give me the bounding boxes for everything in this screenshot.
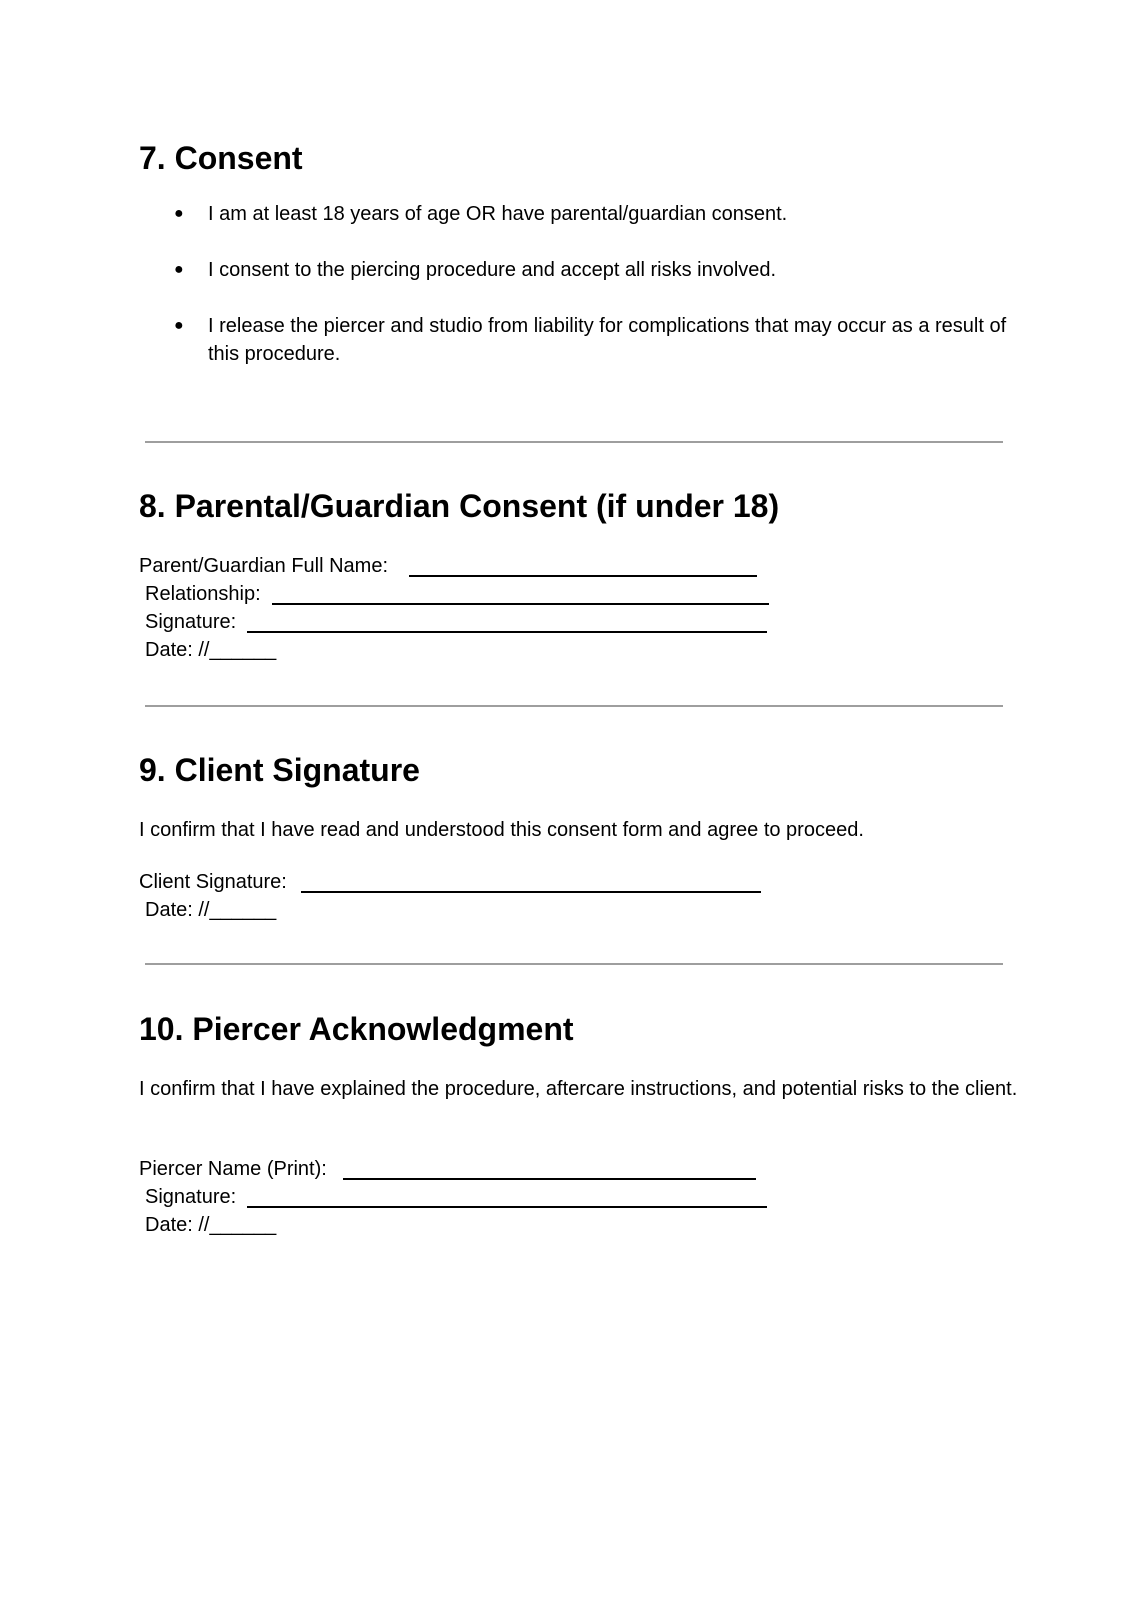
bullet-icon: ● [174, 261, 184, 278]
section-9-heading: 9. Client Signature [139, 752, 420, 788]
piercer-statement: I confirm that I have explained the procedure, aftercare instructions, and potential risks to the client. [139, 1078, 1018, 1100]
client-date-field[interactable] [145, 896, 276, 924]
parent-signature-field [145, 608, 236, 636]
parent-name-label: Parent/Guardian Full Name: [139, 555, 389, 577]
piercer-signature-label: Signature: [145, 1186, 237, 1208]
client-signature-label: Client Signature: [139, 871, 287, 893]
parent-name-field [139, 552, 388, 580]
bullet-icon: ● [174, 317, 184, 334]
section-divider [145, 441, 1003, 443]
parent-date-label: Date: //______ [145, 639, 277, 661]
piercer-date-field[interactable] [145, 1211, 276, 1239]
section-divider [145, 963, 1003, 965]
piercer-name-blank[interactable] [343, 1178, 756, 1180]
piercer-signature-blank[interactable] [247, 1206, 767, 1208]
client-signature-field [139, 868, 287, 896]
section-8-heading: 8. Parental/Guardian Consent (if under 18) [139, 488, 780, 524]
relationship-label: Relationship: [145, 583, 261, 605]
client-date-label: Date: //______ [145, 899, 277, 921]
parent-date-field[interactable] [145, 636, 276, 664]
relationship-field [145, 580, 261, 608]
list-item [139, 312, 1019, 368]
bullet-text: I consent to the piercing procedure and accept all risks involved. [208, 259, 777, 281]
parent-signature-label: Signature: [145, 611, 237, 633]
section-7-heading: 7. Consent [139, 140, 303, 176]
client-statement: I confirm that I have read and understood this consent form and agree to proceed. [139, 819, 864, 841]
section-divider [145, 705, 1003, 707]
parent-name-blank[interactable] [409, 575, 757, 577]
piercer-name-label: Piercer Name (Print): [139, 1158, 327, 1180]
client-signature-blank[interactable] [301, 891, 761, 893]
bullet-icon: ● [174, 205, 184, 222]
list-item [139, 200, 1019, 228]
parent-signature-blank[interactable] [247, 631, 767, 633]
section-10-heading: 10. Piercer Acknowledgment [139, 1011, 574, 1047]
consent-bullet-list [139, 200, 1019, 396]
piercer-date-label: Date: //______ [145, 1214, 277, 1236]
piercer-signature-field [145, 1183, 236, 1211]
bullet-text: I release the piercer and studio from liability for complications that may occur as a result of this procedure. [208, 315, 1007, 365]
relationship-blank[interactable] [272, 603, 769, 605]
list-item [139, 256, 1019, 284]
piercer-name-field [139, 1155, 327, 1183]
bullet-text: I am at least 18 years of age OR have parental/guardian consent. [208, 203, 788, 225]
